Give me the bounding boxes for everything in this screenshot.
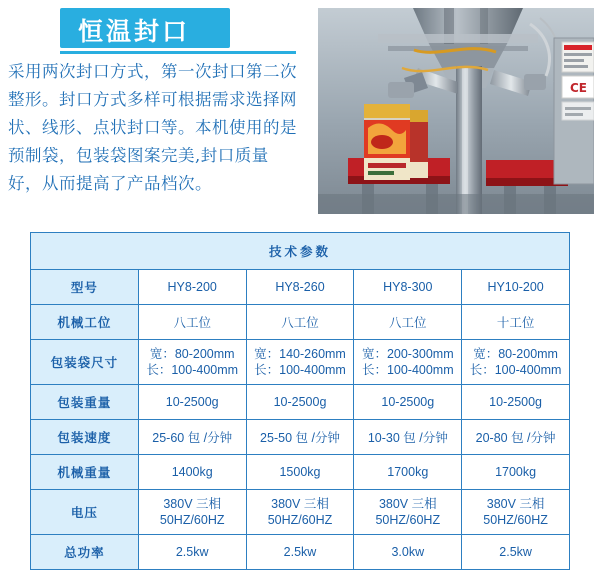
cell-machine-weight-3: 1700kg: [354, 455, 462, 490]
top-section: [0, 0, 600, 222]
table-row: [31, 385, 570, 420]
voltage-freq-1: 50HZ/60HZ: [159, 513, 225, 527]
row-label-power: 总功率: [31, 535, 139, 570]
page-title: 恒温封口: [78, 17, 191, 46]
cell-bag-size-2: [246, 340, 354, 385]
spec-table: [30, 232, 570, 570]
voltage-freq-4: 50HZ/60HZ: [483, 513, 548, 527]
cell-power-2: 2.5kw: [246, 535, 354, 570]
table-row: [31, 490, 570, 535]
table-row: [31, 535, 570, 570]
warning-label: [562, 42, 594, 120]
cell-weight-1: 10-2500g: [138, 385, 246, 420]
table-row: [31, 455, 570, 490]
cell-weight-4: 10-2500g: [462, 385, 570, 420]
bag-size-width-1: 宽：80-200mm: [149, 347, 235, 361]
cell-model-2: HY8-260: [246, 270, 354, 305]
packaging-machine-photo: [318, 8, 594, 214]
voltage-phase-2: 380V 三相: [271, 497, 329, 511]
row-label-stations: 机械工位: [31, 305, 139, 340]
bag-size-length-1: 长：100-400mm: [146, 363, 239, 377]
cell-model-3: HY8-300: [354, 270, 462, 305]
row-label-bag-size: 包装袋尺寸: [31, 340, 139, 385]
cell-voltage-2: [246, 490, 354, 535]
bag-size-width-3: 宽：200-300mm: [361, 347, 454, 361]
cell-bag-size-3: [354, 340, 462, 385]
cell-voltage-3: [354, 490, 462, 535]
cell-stations-4: 十工位: [462, 305, 570, 340]
svg-text:CE: CE: [570, 81, 588, 95]
cell-power-3: 3.0kw: [354, 535, 462, 570]
cell-stations-2: 八工位: [246, 305, 354, 340]
cell-stations-1: 八工位: [138, 305, 246, 340]
cell-speed-2: 25-50 包 /分钟: [246, 420, 354, 455]
row-label-weight: 包装重量: [31, 385, 139, 420]
cell-voltage-4: [462, 490, 570, 535]
bag-size-width-2: 宽：140-260mm: [254, 347, 346, 361]
row-label-speed: 包装速度: [31, 420, 139, 455]
title-underline: [60, 51, 296, 54]
table-row: [31, 340, 570, 385]
voltage-freq-3: 50HZ/60HZ: [375, 513, 441, 527]
cell-power-4: 2.5kw: [462, 535, 570, 570]
voltage-phase-3: 380V 三相: [378, 497, 437, 511]
table-title-row: [31, 233, 570, 270]
cell-speed-1: 25-60 包 /分钟: [138, 420, 246, 455]
cell-speed-4: 20-80 包 /分钟: [462, 420, 570, 455]
row-label-machine-weight: 机械重量: [31, 455, 139, 490]
voltage-phase-4: 380V 三相: [486, 497, 545, 511]
bag-size-length-2: 长：100-400mm: [254, 363, 346, 377]
bag-size-length-4: 长：100-400mm: [469, 363, 562, 377]
voltage-phase-1: 380V 三相: [163, 497, 222, 511]
table-row: [31, 270, 570, 305]
cell-bag-size-4: [462, 340, 570, 385]
table-row: [31, 420, 570, 455]
cell-machine-weight-1: 1400kg: [138, 455, 246, 490]
cell-stations-3: 八工位: [354, 305, 462, 340]
cell-model-1: HY8-200: [138, 270, 246, 305]
bag-size-width-4: 宽：80-200mm: [473, 347, 558, 361]
table-title: 技术参数: [31, 233, 570, 270]
table-row: [31, 305, 570, 340]
spec-table-section: [30, 232, 570, 570]
row-label-model: 型号: [31, 270, 139, 305]
cell-power-1: 2.5kw: [138, 535, 246, 570]
cell-machine-weight-4: 1700kg: [462, 455, 570, 490]
cell-speed-3: 10-30 包 /分钟: [354, 420, 462, 455]
row-label-voltage: 电压: [31, 490, 139, 535]
cell-voltage-1: [138, 490, 246, 535]
cell-model-4: HY10-200: [462, 270, 570, 305]
cell-weight-2: 10-2500g: [246, 385, 354, 420]
bag-size-length-3: 长：100-400mm: [361, 363, 454, 377]
cell-weight-3: 10-2500g: [354, 385, 462, 420]
voltage-freq-2: 50HZ/60HZ: [267, 513, 333, 527]
description-text: 采用两次封口方式，第一次封口第二次整形。封口方式多样可根据需求选择网状、线形、点状封口等。本机使用的是预制袋，包装袋图案完美,封口质量好，从而提高了产品档次。: [8, 62, 297, 193]
machine-photo-illustration: [318, 8, 594, 214]
section-title-group: [60, 8, 240, 50]
cell-machine-weight-2: 1500kg: [246, 455, 354, 490]
cell-bag-size-1: [138, 340, 246, 385]
